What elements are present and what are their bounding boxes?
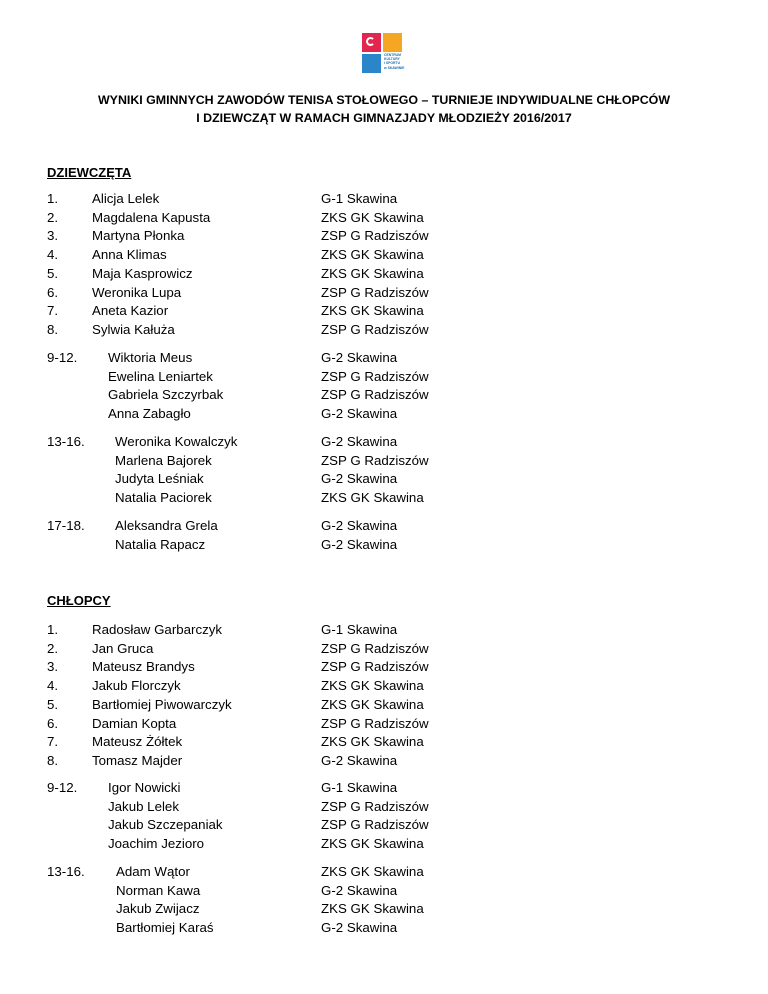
player-club: ZKS GK Skawina — [321, 265, 424, 281]
player-club: ZKS GK Skawina — [321, 490, 424, 506]
place-number: 5. — [47, 696, 59, 712]
group-place: 13-16. — [47, 434, 85, 449]
player-name: Jakub Zwijacz — [116, 901, 200, 917]
player-name: Anna Klimas — [92, 247, 167, 263]
girls-heading: DZIEWCZĘTA — [47, 165, 132, 180]
place-number: 8. — [47, 321, 59, 337]
player-club: ZSP G Radziszów — [321, 452, 429, 468]
document-title-line-2: I DZIEWCZĄT W RAMACH GIMNAZJADY MŁODZIEŻY 2016/2017 — [196, 111, 572, 125]
player-name: Martyna Płonka — [92, 228, 185, 244]
player-name: Aleksandra Grela — [115, 518, 218, 533]
player-club: ZSP G Radziszów — [321, 387, 429, 403]
player-name: Alicja Lelek — [92, 191, 160, 206]
place-number: 2. — [47, 209, 59, 225]
place-number: 2. — [47, 640, 59, 656]
player-club: ZSP G Radziszów — [321, 715, 429, 731]
player-club: ZSP G Radziszów — [321, 228, 429, 244]
logo-blue-square — [362, 54, 381, 73]
place-number: 1. — [47, 622, 59, 637]
place-number: 4. — [47, 247, 59, 263]
player-name: Mateusz Brandys — [92, 659, 195, 675]
player-name: Aneta Kazior — [92, 303, 169, 319]
player-club: G-2 Skawina — [321, 350, 398, 365]
player-name: Mateusz Żółtek — [92, 734, 183, 750]
player-club: ZKS GK Skawina — [321, 734, 424, 750]
player-name: Igor Nowicki — [108, 780, 181, 795]
player-name: Marlena Bajorek — [115, 452, 212, 468]
player-club: G-2 Skawina — [321, 518, 398, 533]
place-number: 7. — [47, 734, 59, 750]
place-number: 1. — [47, 191, 59, 206]
player-name: Gabriela Szczyrbak — [108, 387, 224, 403]
player-club: G-1 Skawina — [321, 780, 398, 795]
player-name: Sylwia Kałuża — [92, 321, 175, 337]
place-number: 6. — [47, 284, 59, 300]
player-club: ZKS GK Skawina — [321, 836, 424, 852]
player-club: ZKS GK Skawina — [321, 678, 424, 694]
player-club: G-2 Skawina — [321, 434, 398, 449]
logo-text: CENTRUM KULTURY I SPORTU w SKAWINIE — [384, 53, 405, 70]
player-name: Weronika Kowalczyk — [115, 434, 238, 449]
player-club: ZKS GK Skawina — [321, 209, 424, 225]
player-name: Adam Wątor — [116, 864, 190, 879]
player-name: Joachim Jezioro — [108, 836, 205, 852]
player-club: G-2 Skawina — [321, 752, 398, 768]
place-number: 3. — [47, 659, 59, 675]
player-club: ZSP G Radziszów — [321, 321, 429, 337]
player-name: Anna Zabagło — [108, 406, 191, 422]
player-club: G-2 Skawina — [321, 471, 398, 487]
player-name: Natalia Rapacz — [115, 536, 206, 552]
player-name: Bartłomiej Piwowarczyk — [92, 696, 232, 712]
player-club: G-2 Skawina — [321, 406, 398, 422]
player-club: ZKS GK Skawina — [321, 696, 424, 712]
player-club: ZKS GK Skawina — [321, 901, 424, 917]
place-number: 6. — [47, 715, 59, 731]
group-place: 9-12. — [47, 780, 78, 795]
group-place: 17-18. — [47, 518, 85, 533]
logo-yellow-square — [383, 33, 402, 52]
player-club: G-1 Skawina — [321, 191, 398, 206]
player-club: ZKS GK Skawina — [321, 303, 424, 319]
place-number: 3. — [47, 228, 59, 244]
player-club: ZSP G Radziszów — [321, 284, 429, 300]
player-club: G-2 Skawina — [321, 536, 398, 552]
player-club: G-2 Skawina — [321, 882, 398, 898]
boys-heading: CHŁOPCY — [47, 593, 111, 608]
player-club: G-1 Skawina — [321, 622, 398, 637]
player-name: Jakub Florczyk — [92, 678, 181, 694]
logo-c-mark — [366, 37, 375, 46]
player-name: Maja Kasprowicz — [92, 265, 193, 281]
player-club: ZSP G Radziszów — [321, 368, 429, 384]
player-name: Norman Kawa — [116, 882, 201, 898]
player-club: ZSP G Radziszów — [321, 798, 429, 814]
player-club: G-2 Skawina — [321, 920, 398, 936]
player-club: ZKS GK Skawina — [321, 247, 424, 263]
player-name: Tomasz Majder — [92, 752, 183, 768]
player-name: Judyta Leśniak — [115, 471, 204, 487]
player-club: ZKS GK Skawina — [321, 864, 424, 879]
logo — [362, 33, 404, 73]
group-place: 9-12. — [47, 350, 78, 365]
group-place: 13-16. — [47, 864, 85, 879]
player-name: Magdalena Kapusta — [92, 209, 211, 225]
place-number: 8. — [47, 752, 59, 768]
place-number: 4. — [47, 678, 59, 694]
logo-red-square — [362, 33, 381, 52]
player-name: Wiktoria Meus — [108, 350, 193, 365]
player-name: Natalia Paciorek — [115, 490, 212, 506]
player-name: Weronika Lupa — [92, 284, 182, 300]
player-name: Radosław Garbarczyk — [92, 622, 223, 637]
player-name: Damian Kopta — [92, 715, 177, 731]
player-name: Jakub Szczepaniak — [108, 817, 223, 833]
place-number: 7. — [47, 303, 59, 319]
document-title-line-1: WYNIKI GMINNYCH ZAWODÓW TENISA STOŁOWEGO – TURNIEJE INDYWIDUALNE CHŁOPCÓW — [97, 93, 671, 107]
place-number: 5. — [47, 265, 59, 281]
player-name: Jakub Lelek — [108, 798, 179, 814]
player-name: Ewelina Leniartek — [108, 368, 213, 384]
player-name: Jan Gruca — [92, 640, 154, 656]
player-name: Bartłomiej Karaś — [116, 920, 214, 936]
player-club: ZSP G Radziszów — [321, 640, 429, 656]
player-club: ZSP G Radziszów — [321, 659, 429, 675]
player-club: ZSP G Radziszów — [321, 817, 429, 833]
